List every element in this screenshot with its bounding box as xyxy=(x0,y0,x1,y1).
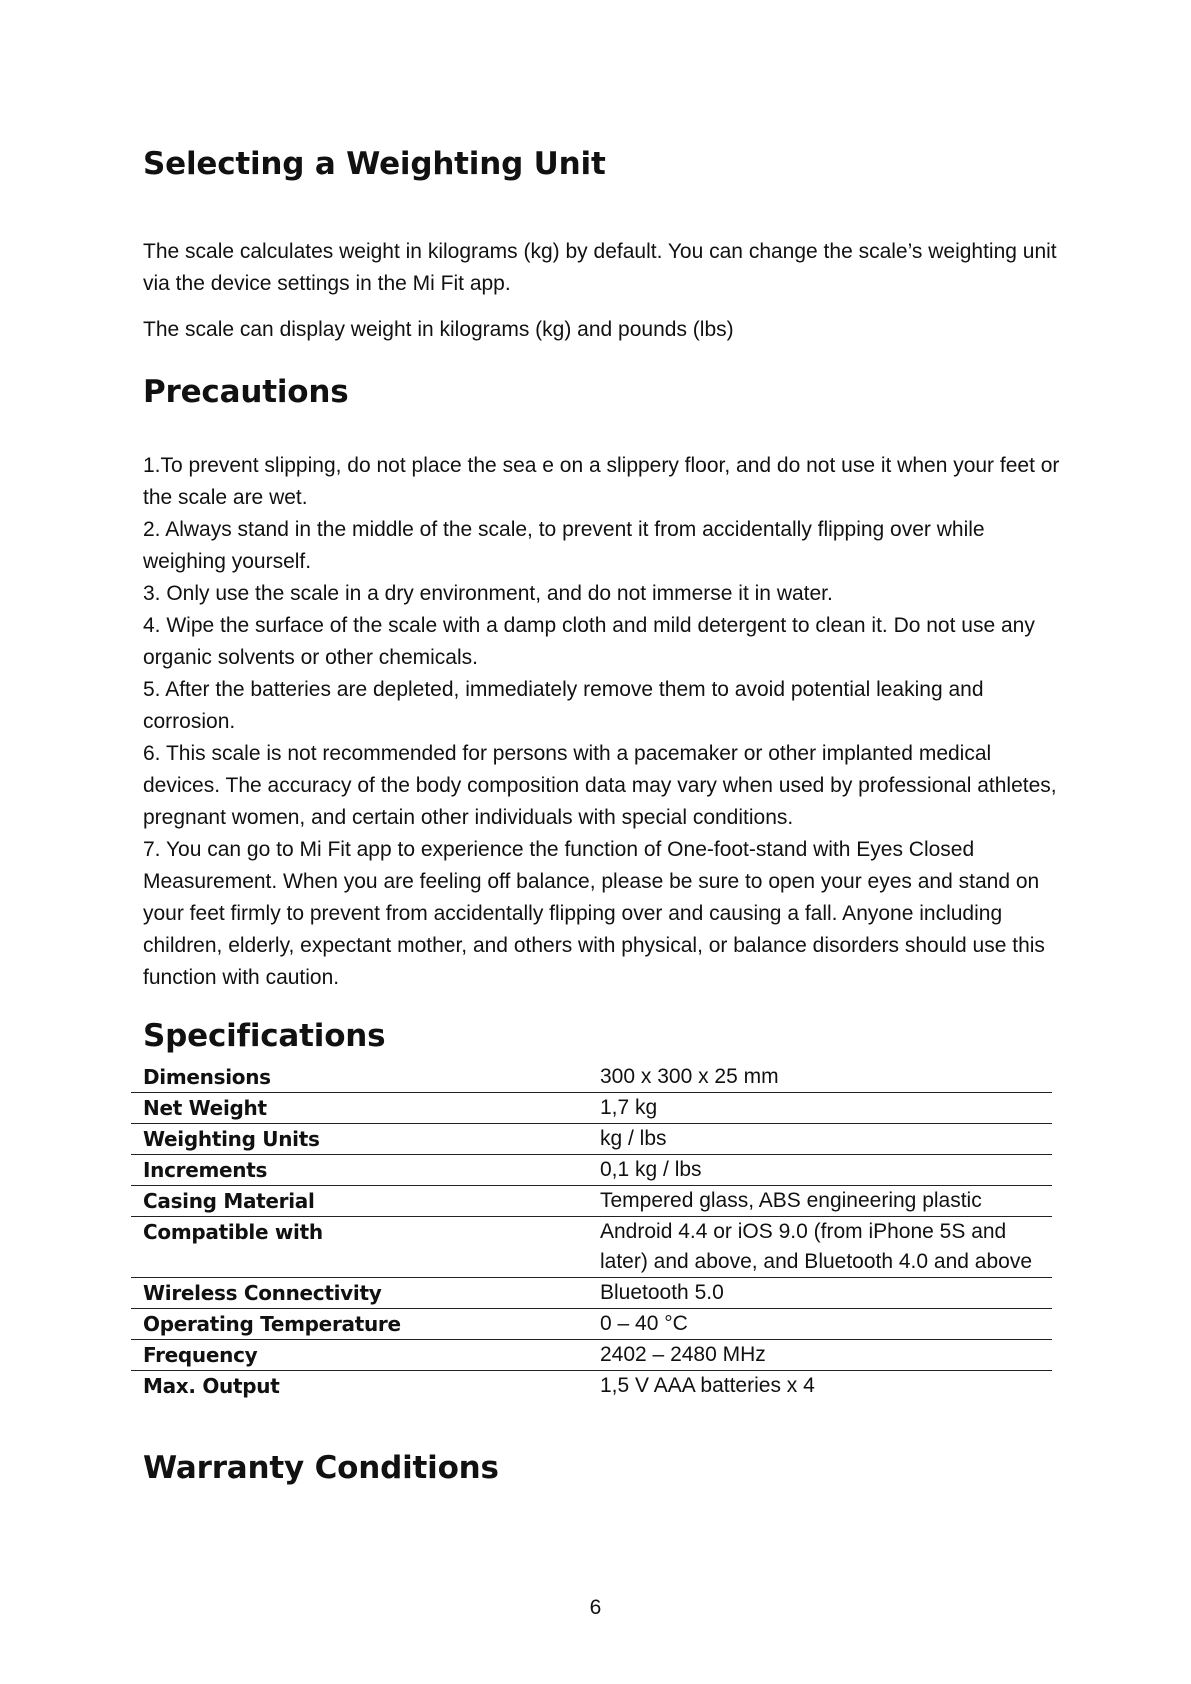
precautions-list xyxy=(143,450,1063,994)
precaution-item: 1.To prevent slipping, do not place the sea e on a slippery floor, and do not use it when your feet or the scale are wet. xyxy=(143,454,1060,509)
table-row xyxy=(131,1309,1052,1340)
spec-key: Frequency xyxy=(143,1343,258,1367)
precaution-item: 3. Only use the scale in a dry environment, and do not immerse it in water. xyxy=(143,582,833,605)
heading-weighting-unit: Selecting a Weighting Unit xyxy=(143,146,606,182)
precaution-item: 6. This scale is not recommended for persons with a pacemaker or other implanted medical devices. The accuracy of the body composition data may vary when used by professional athletes, pregnant women, and certain other individuals with special conditions. xyxy=(143,742,1057,829)
spec-key: Increments xyxy=(143,1158,268,1182)
spec-key: Operating Temperature xyxy=(143,1312,401,1336)
precaution-item: 2. Always stand in the middle of the scale, to prevent it from accidentally flipping over while weighing yourself. xyxy=(143,518,985,573)
spec-key: Weighting Units xyxy=(143,1127,320,1151)
spec-key: Net Weight xyxy=(143,1096,267,1120)
heading-warranty-conditions: Warranty Conditions xyxy=(143,1450,499,1486)
precaution-item: 5. After the batteries are depleted, immediately remove them to avoid potential leaking and corrosion. xyxy=(143,678,984,733)
precaution-item: 7. You can go to Mi Fit app to experience the function of One-foot-stand with Eyes Closed Measurement. When you are feeling off balance, please be sure to open your eyes and stand on your feet firmly to prevent from accidentally flipping over and causing a fall. Anyone including children, elderly, expectant mother, and others with physical, or balance disorders should use this function with caution. xyxy=(143,838,1045,989)
spec-key: Dimensions xyxy=(143,1065,271,1089)
spec-value: Android 4.4 or iOS 9.0 (from iPhone 5S and later) and above, and Bluetooth 4.0 and above xyxy=(600,1220,1032,1273)
spec-key: Compatible with xyxy=(143,1220,323,1244)
table-row xyxy=(131,1186,1052,1217)
spec-value: 300 x 300 x 25 mm xyxy=(600,1065,779,1088)
spec-value: 2402 – 2480 MHz xyxy=(600,1343,766,1366)
heading-specifications: Specifications xyxy=(143,1018,386,1054)
page-number: 6 xyxy=(589,1596,602,1619)
spec-value: 0,1 kg / lbs xyxy=(600,1158,702,1181)
heading-precautions: Precautions xyxy=(143,374,349,410)
table-row xyxy=(131,1155,1052,1186)
spec-value: kg / lbs xyxy=(600,1127,667,1150)
table-row xyxy=(131,1124,1052,1155)
weighting-paragraph-1: The scale calculates weight in kilograms (kg) by default. You can change the scale’s weighting unit via the device settings in the Mi Fit app. xyxy=(143,240,1057,295)
spec-value: 1,7 kg xyxy=(600,1096,658,1119)
table-row xyxy=(131,1062,1052,1093)
spec-value: Tempered glass, ABS engineering plastic xyxy=(600,1189,982,1212)
spec-key: Wireless Connectivity xyxy=(143,1281,382,1305)
table-row xyxy=(131,1093,1052,1124)
table-row xyxy=(131,1217,1052,1278)
weighting-paragraph-2: The scale can display weight in kilograms (kg) and pounds (lbs) xyxy=(143,318,734,341)
table-row xyxy=(131,1278,1052,1309)
spec-key: Casing Material xyxy=(143,1189,315,1213)
table-row xyxy=(131,1340,1052,1371)
precaution-item: 4. Wipe the surface of the scale with a damp cloth and mild detergent to clean it. Do not use any organic solvents or other chemicals. xyxy=(143,614,1035,669)
spec-value: Bluetooth 5.0 xyxy=(600,1281,724,1304)
table-row xyxy=(131,1371,1052,1402)
spec-key: Max. Output xyxy=(143,1374,280,1398)
spec-value: 1,5 V AAA batteries x 4 xyxy=(600,1374,815,1397)
spec-value: 0 – 40 °C xyxy=(600,1312,688,1335)
specifications-table xyxy=(131,1062,1052,1401)
